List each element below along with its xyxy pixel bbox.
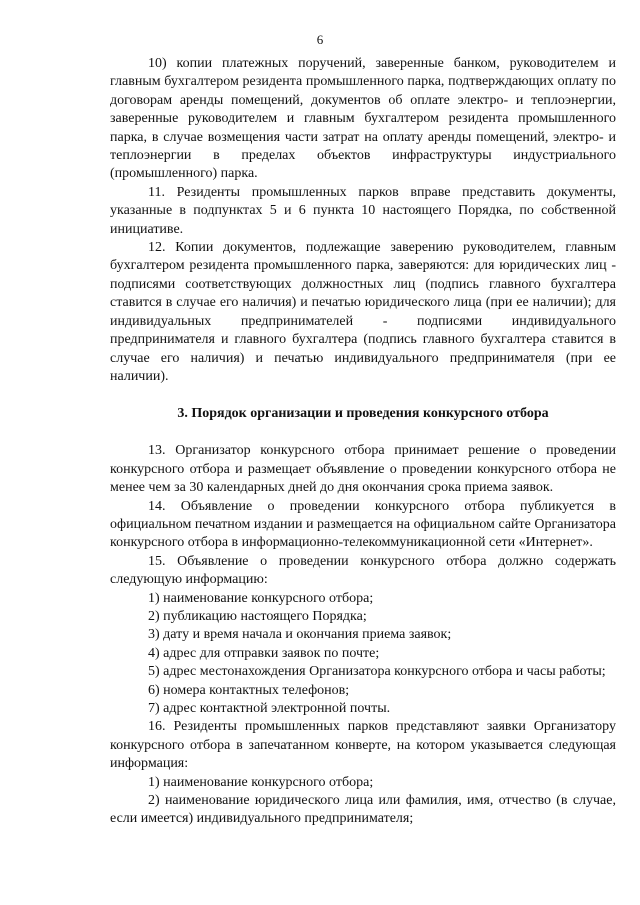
- paragraph-13: 13. Организатор конкурсного отбора принимает решение о проведении конкурсного отбора и размещает объявление о проведении конкурсного отбора не менее чем за 30 календарных дней до дня окончания срока приема заявок.: [110, 443, 616, 496]
- page-number: 6: [316, 32, 324, 47]
- paragraph-15: 15. Объявление о проведении конкурсного отбора должно содержать следующую информацию:: [110, 553, 616, 588]
- paragraph-12: 12. Копии документов, подлежащие заверению руководителем, главным бухгалтером резидента промышленного парка, заверяются: для юридических лиц - подписями соответствующих должностных лиц (подпись главного бухгалтера ставится в случае его наличия) и печатью юридического лица (при ее наличии); для индивидуальных предпринимателей - подписями индивидуального предпринимателя и главного бухгалтера (подпись главного бухгалтера ставится в случае его наличия) и печатью индивидуального предпринимателя (при ее наличии).: [110, 240, 616, 384]
- list-item: 1) наименование конкурсного отбора;: [148, 774, 374, 790]
- list-item: 2) публикацию настоящего Порядка;: [148, 608, 367, 624]
- document-body: [110, 55, 616, 829]
- paragraph-16: 16. Резиденты промышленных парков представляют заявки Организатору конкурсного отбора в запечатанном конверте, на котором указывается следующая информация:: [110, 719, 616, 772]
- list-item: 3) дату и время начала и окончания приема заявок;: [148, 627, 452, 643]
- section-heading: 3. Порядок организации и проведения конкурсного отбора: [177, 406, 549, 422]
- list-item: 5) адрес местонахождения Организатора конкурсного отбора и часы работы;: [148, 664, 606, 680]
- list-item: 2) наименование юридического лица или фамилия, имя, отчество (в случае, если имеется) индивидуального предпринимателя;: [110, 793, 616, 827]
- list-item: 7) адрес контактной электронной почты.: [148, 701, 391, 716]
- list-item: 6) номера контактных телефонов;: [148, 682, 350, 698]
- paragraph-11: 11. Резиденты промышленных парков вправе представить документы, указанные в подпунктах 5 и 6 пункта 10 настоящего Порядка, по собственной инициативе.: [110, 184, 616, 237]
- list-item: 4) адрес для отправки заявок по почте;: [148, 645, 380, 661]
- list-item: 1) наименование конкурсного отбора;: [148, 590, 374, 606]
- paragraph-10-item: 10) копии платежных поручений, заверенные банком, руководителем и главным бухгалтером резидента промышленного парка, подтверждающих оплату по договорам аренды помещений, документов об оплате электро- и теплоэнергии, заверенные руководителем и главным бухгалтером резидента промышленного парка, в случае возмещения части затрат на оплату аренды помещений, электро- и теплоэнергии в пределах объектов инфраструктуры индустриального (промышленного) парка.: [110, 56, 616, 182]
- paragraph-14: 14. Объявление о проведении конкурсного отбора публикуется в официальном печатном издании и размещается на официальном сайте Организатора конкурсного отбора в информационно-телекоммуникационной сети «Интернет».: [110, 498, 616, 551]
